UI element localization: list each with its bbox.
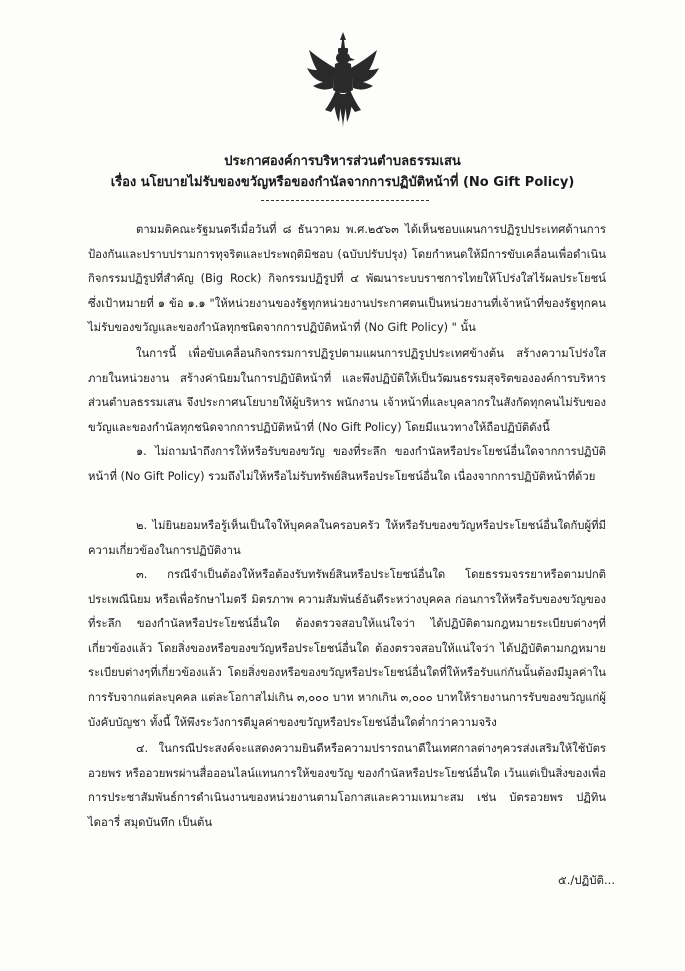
title-divider <box>261 200 429 201</box>
garuda-emblem-icon <box>303 30 383 130</box>
paragraph-item-2: ๒. ไม่ยินยอมหรือรู้เห็นเป็นใจให้บุคคลในครอบครัว ให้หรือรับของขวัญหรือประโยชน์อื่นใดกับผู้ที่มีความเกี่ยวข้องในการปฏิบัติงาน <box>88 519 606 557</box>
paragraph-item-1: ๑. ไม่ถามนำถึงการให้หรือรับของขวัญ ของที่ระลึก ของกำนัลหรือประโยชน์อื่นใดจากการปฏิบัติหน้าที่ (No Gift Policy) รวมถึงไม่ให้หรือไม่รับทรัพย์สินหรือประโยชน์อื่นใด เนื่องจากการปฏิบัติหน้าที่ด้วย <box>88 445 606 483</box>
page-continuation: ๕./ปฏิบัติ... <box>558 873 615 887</box>
paragraph-policy: ในการนี้ เพื่อขับเคลื่อนกิจกรรมการปฏิรูปตามแผนการปฏิรูปประเทศข้างต้น สร้างความโปร่งใสภายในหน่วยงาน สร้างค่านิยมในการปฏิบัติหน้าที่ และพึงปฏิบัติให้เป็นวัฒนธรรมสุจริตขององค์การบริหารส่วนตำบลธรรมเสน จึงประกาศนโยบายให้ผู้บริหาร พนักงาน เจ้าหน้าที่และบุคลากรในสังกัดทุกคนไม่รับของขวัญและของกำนัลทุกชนิดจากการปฏิบัติหน้าที่ (No Gift Policy) โดยมีแนวทางให้ถือปฏิบัติดังนี้ <box>88 347 606 434</box>
paragraph-item-3: ๓. กรณีจำเป็นต้องให้หรือต้องรับทรัพย์สินหรือประโยชน์อื่นใด โดยธรรมจรรยาหรือตามปกติประเพณีนิยม หรือเพื่อรักษาไมตรี มิตรภาพ ความสัมพันธ์อันดีระหว่างบุคคล ก่อนการให้หรือรับของขวัญของที่ระลึก ของกำนัลหรือประโยชน์อื่นใด ต้องตรวจสอบให้แน่ใจว่า ได้ปฏิบัติตามกฎหมายระเบียบต่างๆที่เกี่ยวข้องแล้ว โดยสิ่งของหรือของขวัญหรือประโยชน์อื่นใด ต้องตรวจสอบให้แน่ใจว่า ได้ปฏิบัติตามกฎหมายระเบียบต่างๆที่เกี่ยวข้องแล้ว โดยสิ่งของหรือของขวัญหรือประโยชน์อื่นใดที่ให้หรือรับแก่กันนั้นต้องมีมูลค่าในการรับจากแต่ละบุคคล แต่ละโอกาสไม่เกิน ๓,๐๐๐ บาท หากเกิน ๓,๐๐๐ บาทให้รายงานการรับของขวัญแก่ผู้บังคับบัญชา ทั้งนี้ ให้พึงระวังการตีมูลค่าของขวัญหรือประโยชน์อื่นใดต่ำกว่าความจริง <box>88 568 606 729</box>
announcement-title: ประกาศองค์การบริหารส่วนตำบลธรรมเสน <box>224 154 461 169</box>
paragraph-intro: ตามมติคณะรัฐมนตรีเมื่อวันที่ ๘ ธันวาคม พ.ศ.๒๕๖๓ ได้เห็นชอบแผนการปฏิรูปประเทศด้านการป้องกันและปราบปรามการทุจริตและประพฤติมิชอบ (ฉบับปรับปรุง) โดยกำหนดให้มีการขับเคลื่อนเพื่อดำเนินกิจกรรมปฏิรูปที่สำคัญ (Big Rock) กิจกรรมปฏิรูปที่ ๔ พัฒนาระบบราชการไทยให้โปร่งใสไร้ผลประโยชน์ ซึ่งเป้าหมายที่ ๑ ข้อ ๑.๑ "ให้หน่วยงานของรัฐทุกหน่วยงานประกาศตนเป็นหน่วยงานที่เจ้าหน้าที่ของรัฐทุกคนไม่รับของขวัญและของกำนัลทุกชนิดจากการปฏิบัติหน้าที่ (No Gift Policy) " นั้น <box>88 223 606 335</box>
paragraph-item-4: ๔. ในกรณีประสงค์จะแสดงความยินดีหรือความปรารถนาดีในเทศกาลต่างๆควรส่งเสริมให้ใช้บัตรอวยพร หรืออวยพรผ่านสื่อออนไลน์แทนการให้ของขวัญ ของกำนัลหรือประโยชน์อื่นใด เว้นแต่เป็นสิ่งของเพื่อการประชาสัมพันธ์การดำเนินงานของหน่วยงานตามโอกาสและความเหมาะสม เช่น บัตรอวยพร ปฏิทินไดอารี่ สมุดบันทึก เป็นต้น <box>88 742 606 829</box>
announcement-subject: เรื่อง นโยบายไม่รับของขวัญหรือของกำนัลจากการปฏิบัติหน้าที่ (No Gift Policy) <box>110 175 575 190</box>
